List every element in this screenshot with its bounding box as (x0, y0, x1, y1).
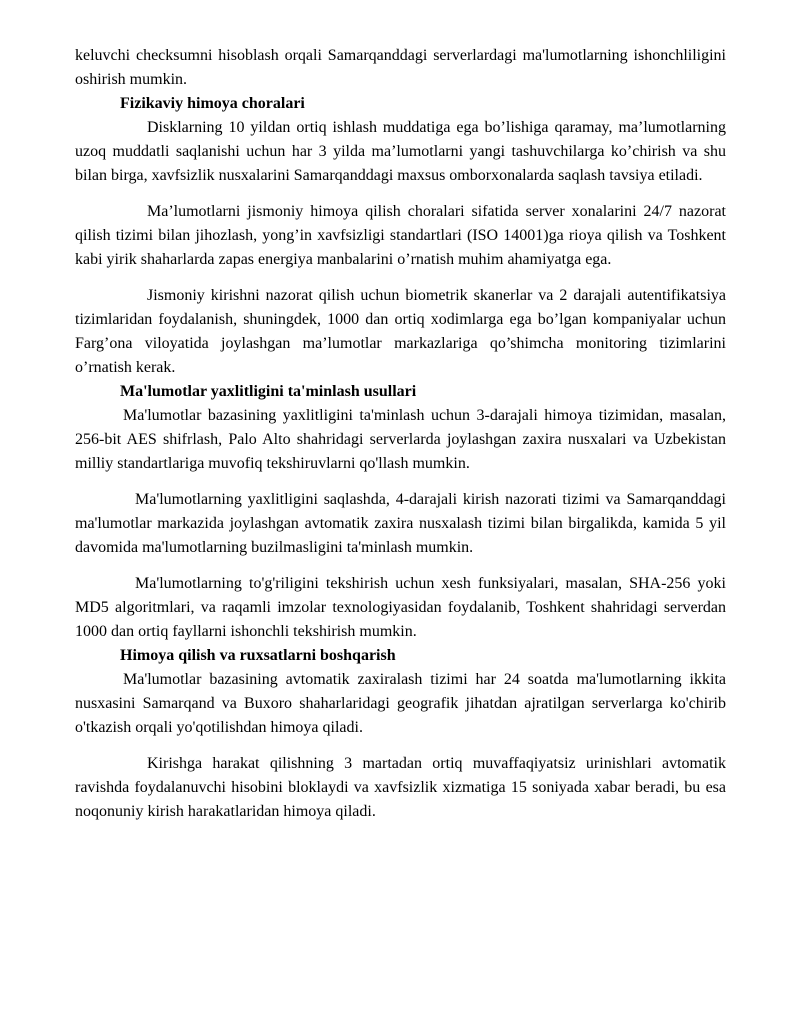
paragraph-auto-backup: Ma'lumotlar bazasining avtomatik zaxiralash tizimi har 24 soatda ma'lumotlarning ikkita nusxasini Samarqand va Buxoro shaharlaridagi geografik jihatdan ajratilgan serverlarga ko'chirib o'tkazish orqali yo'qotilishdan himoya qiladi. (75, 671, 726, 736)
paragraph-access-control: Jismoniy kirishni nazorat qilish uchun biometrik skanerlar va 2 darajali autentifikatsiya tizimlaridan foydalanish, shuningdek, 1000 dan ortiq xodimlarga ega bo’lgan kompaniyalar uchun Farg’ona viloyatida joylashgan ma’lumotlar markazlariga qo’shimcha monitoring tizimlarini o’rnatish kerak. (75, 287, 726, 376)
heading-physical-protection: Fizikaviy himoya choralari (120, 95, 305, 112)
paragraph-checksum: keluvchi checksumni hisoblash orqali Samarqanddagi serverlardagi ma'lumotlarning ishonchliligini oshirish mumkin. (75, 47, 726, 88)
paragraph-login-attempts: Kirishga harakat qilishning 3 martadan ortiq muvaffaqiyatsiz urinishlari avtomatik ravishda foydalanuvchi hisobini bloklaydi va xavfsizlik xizmatiga 15 soniyada xabar beradi, bu esa noqonuniy kirish harakatlaridan himoya qiladi. (75, 755, 726, 820)
paragraph-integrity-methods: Ma'lumotlar bazasining yaxlitligini ta'minlash uchun 3-darajali himoya tizimidan, masalan, 256-bit AES shifrlash, Palo Alto shahridagi serverlarda joylashgan zaxira nusxalari va Uzbekistan milliy standartlariga muvofiq tekshiruvlarni qo'llash mumkin. (75, 407, 726, 472)
paragraph-hash-verification: Ma'lumotlarning to'g'riligini tekshirish uchun xesh funksiyalari, masalan, SHA-256 yoki MD5 algoritmlari, va raqamli imzolar texnologiyasidan foydalanib, Toshkent shahridagi serverdan 1000 dan ortiq fayllarni ishonchli tekshirish mumkin. (75, 575, 726, 640)
paragraph-physical-measures: Ma’lumotlarni jismoniy himoya qilish choralari sifatida server xonalarini 24/7 nazorat qilish tizimi bilan jihozlash, yong’in xavfsizligi standartlari (ISO 14001)ga rioya qilish va Toshkent kabi yirik shaharlarda zapas energiya manbalarini o’rnatish muhim ahamiyatga ega. (75, 203, 726, 268)
paragraph-disk-lifetime: Disklarning 10 yildan ortiq ishlash muddatiga ega bo’lishiga qaramay, ma’lumotlarning uzoq muddatli saqlanishi uchun har 3 yilda ma’lumotlarni yangi tashuvchilarga ko’chirish va shu bilan birga, xavfsizlik nusxalarini Samarqanddagi maxsus omborxonalarda saqlash tavsiya etiladi. (75, 119, 726, 184)
paragraph-integrity-storage: Ma'lumotlarning yaxlitligini saqlashda, 4-darajali kirish nazorati tizimi va Samarqanddagi ma'lumotlar markazida joylashgan avtomatik zaxira nusxalash tizimi bilan birgalikda, kamida 5 yil davomida ma'lumotlarning buzilmasligini ta'minlash mumkin. (75, 491, 726, 556)
document-page (75, 44, 726, 824)
heading-permissions-management: Himoya qilish va ruxsatlarni boshqarish (120, 647, 396, 664)
heading-data-integrity: Ma'lumotlar yaxlitligini ta'minlash usullari (120, 383, 417, 400)
